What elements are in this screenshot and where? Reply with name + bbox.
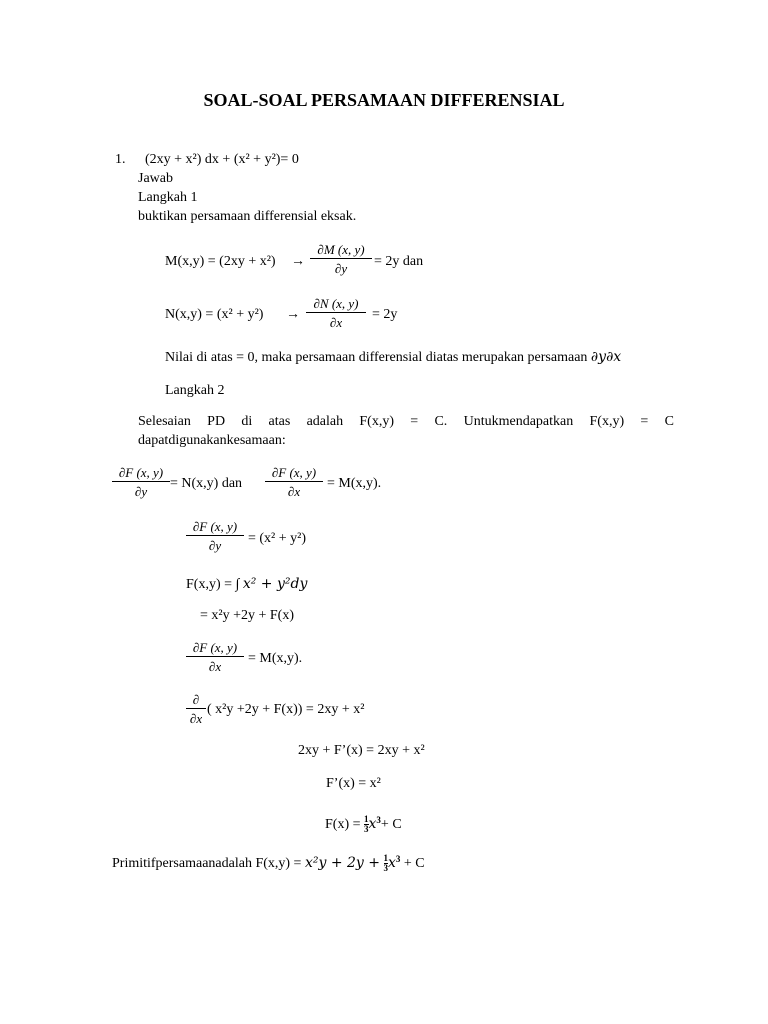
fx-constant: + C [380, 817, 402, 832]
df-dx-fraction [265, 465, 323, 499]
fraction-bar [306, 312, 366, 313]
arrow-right-icon: → [291, 254, 305, 269]
fraction-bar [310, 258, 372, 259]
fx-lhs: F(x) = [325, 817, 361, 832]
problem-number: 1. [115, 152, 126, 167]
word: Untukmendapatkan [463, 414, 574, 429]
df-dy-fraction [186, 519, 244, 553]
word: adalah [306, 414, 344, 429]
dm-dy-fraction [310, 242, 372, 276]
fraction-denominator: ∂x [208, 659, 222, 674]
primitive-exponent: 3 [395, 854, 401, 864]
jawab-label: Jawab [138, 171, 173, 186]
word: = [410, 414, 419, 429]
word: C [664, 414, 674, 429]
integral-body: 𝑥² + 𝑦²𝑑𝑦 [242, 576, 308, 592]
arrow-right-icon: → [286, 307, 300, 322]
df-dx-fraction [186, 640, 244, 674]
fraction-numerator: ∂ [192, 692, 200, 707]
dapat-line: dapatdigunakankesamaan: [138, 433, 286, 448]
fraction-numerator: ∂F (x, y) [118, 465, 164, 480]
fx-exponent: 3 [376, 815, 381, 825]
equals-m-second: = M(x,y). [248, 651, 303, 666]
word: Selesaian [138, 414, 191, 429]
fraction-denominator: ∂y [334, 261, 348, 276]
equals-n-dan: = N(x,y) dan [170, 476, 243, 491]
langkah2-label: Langkah 2 [165, 383, 225, 398]
primitive-constant: + C [403, 856, 425, 871]
integral-line [186, 576, 307, 593]
langkah1-description: buktikan persamaan differensial eksak. [138, 209, 357, 224]
word: atas [268, 414, 291, 429]
dn-dx-fraction [306, 296, 366, 330]
equals-n-expression: = (x² + y²) [248, 531, 307, 546]
fraction-denominator: ∂y [134, 484, 148, 499]
fraction-bar [186, 535, 244, 536]
m-definition: M(x,y) = (2xy + x²) [165, 254, 276, 269]
derivative-equation: 2xy + F’(x) = 2xy + x² [298, 743, 425, 758]
f-of-x-line [325, 812, 402, 834]
selesaian-line [138, 414, 674, 430]
fraction-denominator: ∂x [287, 484, 301, 499]
fraction-numerator: 1 [364, 814, 369, 825]
fraction-bar [265, 481, 323, 482]
fraction-denominator: 3 [364, 824, 369, 835]
fraction-bar [186, 656, 244, 657]
n-result: = 2y [372, 307, 398, 322]
word: F(x,y) [359, 414, 394, 429]
f-prime-result: F’(x) = x² [326, 776, 381, 791]
exactness-conclusion [165, 349, 621, 366]
fraction-denominator: ∂x [329, 315, 343, 330]
conclusion-math: ∂𝑦∂𝑥 [590, 349, 622, 365]
fraction-denominator: ∂x [189, 711, 203, 726]
df-dy-fraction [112, 465, 170, 499]
m-result: = 2y dan [374, 254, 424, 269]
primitive-variable: 𝑥 [388, 855, 396, 871]
fraction-numerator: ∂F (x, y) [192, 519, 238, 534]
fraction-denominator: 3 [383, 863, 388, 874]
word: PD [207, 414, 226, 429]
word: F(x,y) [589, 414, 625, 429]
fraction-numerator: ∂F (x, y) [192, 640, 238, 655]
fraction-bar [186, 708, 206, 709]
word: = [640, 414, 649, 429]
page-title: SOAL-SOAL PERSAMAAN DIFFERENSIAL [203, 90, 565, 110]
fraction-numerator: ∂M (x, y) [317, 242, 365, 257]
primitive-math: 𝑥²𝑦 + 2𝑦 + [304, 855, 380, 871]
equals-m: = M(x,y). [327, 476, 382, 491]
problem-equation: (2xy + x²) dx + (x² + y²)= 0 [145, 152, 299, 167]
partial-expression: ( x²y +2y + F(x)) = 2xy + x² [207, 702, 365, 717]
partial-x-fraction [186, 692, 206, 726]
primitive-line [112, 851, 425, 873]
langkah1-label: Langkah 1 [138, 190, 198, 205]
fraction-bar [112, 481, 170, 482]
fx-variable: 𝑥 [368, 816, 377, 832]
word: C. [434, 414, 448, 429]
integral-lhs: F(x,y) = ∫ [186, 577, 240, 592]
integral-result: = x²y +2y + F(x) [200, 608, 294, 623]
fraction-numerator: 1 [383, 853, 388, 864]
fraction-numerator: ∂N (x, y) [313, 296, 359, 311]
n-definition: N(x,y) = (x² + y²) [165, 307, 264, 322]
primitive-text: Primitifpersamaanadalah F(x,y) = [112, 856, 302, 871]
word: di [241, 414, 253, 429]
fraction-denominator: ∂y [208, 538, 222, 553]
fraction-numerator: ∂F (x, y) [271, 465, 317, 480]
conclusion-text: Nilai di atas = 0, maka persamaan differensial diatas merupakan persamaan [165, 350, 588, 365]
